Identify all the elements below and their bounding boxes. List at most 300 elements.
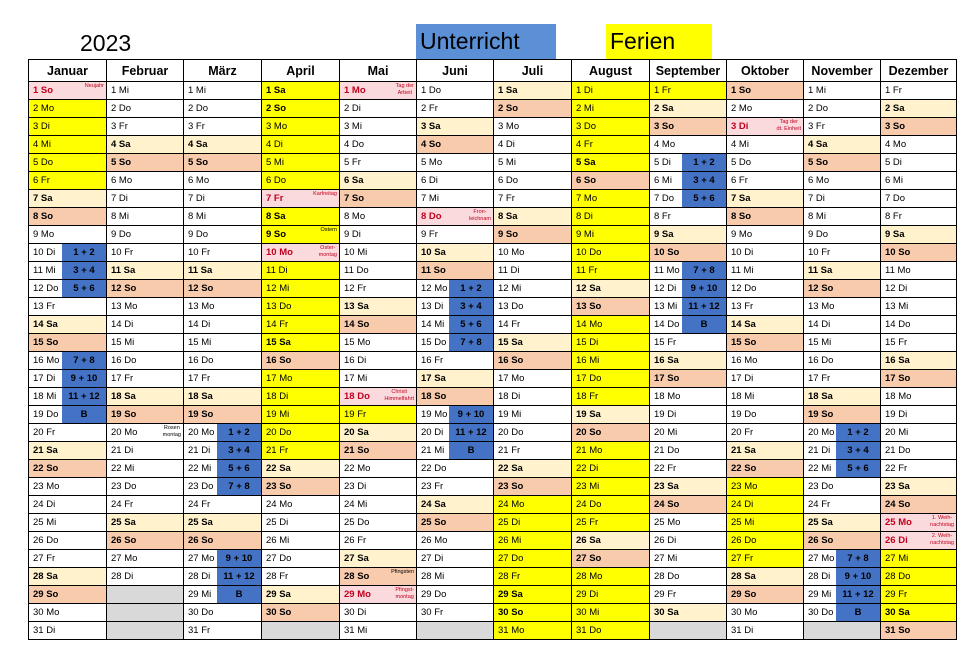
day-cell xyxy=(184,334,262,352)
day-cell xyxy=(881,442,957,460)
day-cell xyxy=(417,262,494,280)
day-label: 4 Do xyxy=(344,139,365,150)
day-cell xyxy=(340,280,417,298)
day-label: 14 Mi xyxy=(421,319,445,330)
day-cell xyxy=(494,244,572,262)
day-cell xyxy=(184,226,262,244)
day-row xyxy=(29,622,957,640)
day-label: 26 So xyxy=(111,535,137,546)
day-label: 15 Sa xyxy=(498,337,523,348)
day-cell xyxy=(262,622,340,640)
day-label: 27 Mi xyxy=(654,553,678,564)
day-cell xyxy=(727,604,804,622)
day-cell xyxy=(184,280,262,298)
month-header: März xyxy=(184,60,262,82)
day-label: 5 Do xyxy=(731,157,752,168)
day-label: 24 Fr xyxy=(111,499,134,510)
day-label: 1 Mi xyxy=(111,85,129,96)
day-cell xyxy=(804,496,881,514)
day-cell xyxy=(572,586,650,604)
day-cell xyxy=(29,424,107,442)
day-cell xyxy=(494,460,572,478)
day-label: 16 Sa xyxy=(654,355,679,366)
holiday-note: 1. Weih- nachtstag xyxy=(930,515,954,528)
day-cell xyxy=(727,586,804,604)
day-cell xyxy=(881,514,957,532)
day-label: 24 So xyxy=(654,499,680,510)
day-label: 1 So xyxy=(731,85,752,96)
day-label: 27 Do xyxy=(498,553,524,564)
day-label: 27 Mo xyxy=(188,553,215,564)
day-cell xyxy=(727,118,804,136)
day-label: 23 Do xyxy=(188,481,214,492)
day-label: 10 Di xyxy=(33,247,56,258)
day-cell xyxy=(29,334,107,352)
day-label: 23 Do xyxy=(111,481,137,492)
day-label: 20 Fr xyxy=(33,427,56,438)
day-row xyxy=(29,478,957,496)
day-label: 4 Sa xyxy=(808,139,828,150)
day-label: 19 Di xyxy=(885,409,908,420)
day-cell xyxy=(107,226,184,244)
lesson-block: 3 + 4 xyxy=(836,442,880,459)
day-cell xyxy=(804,424,881,442)
day-cell xyxy=(184,244,262,262)
day-cell xyxy=(650,208,727,226)
day-label: 14 Sa xyxy=(33,319,58,330)
day-label: 8 Sa xyxy=(498,211,518,222)
day-cell xyxy=(650,532,727,550)
day-label: 30 So xyxy=(498,607,524,618)
day-cell xyxy=(494,532,572,550)
day-label: 17 So xyxy=(885,373,911,384)
day-label: 8 So xyxy=(33,211,54,222)
day-label: 29 So xyxy=(731,589,757,600)
day-label: 14 Fr xyxy=(498,319,521,330)
day-cell xyxy=(262,406,340,424)
day-cell xyxy=(650,388,727,406)
day-cell xyxy=(572,208,650,226)
lesson-block: 3 + 4 xyxy=(217,442,261,459)
day-cell xyxy=(881,298,957,316)
day-label: 24 Di xyxy=(731,499,754,510)
day-label: 24 Fr xyxy=(188,499,211,510)
day-label: 15 Mi xyxy=(808,337,832,348)
day-cell xyxy=(881,82,957,100)
day-cell xyxy=(107,460,184,478)
day-cell xyxy=(29,550,107,568)
day-label: 29 Mi xyxy=(808,589,832,600)
day-label: 3 Mo xyxy=(498,121,520,132)
day-label: 7 Di xyxy=(808,193,825,204)
day-cell xyxy=(727,136,804,154)
day-label: 17 Fr xyxy=(111,373,134,384)
day-cell xyxy=(29,406,107,424)
month-header: April xyxy=(262,60,340,82)
day-label: 16 Di xyxy=(344,355,367,366)
month-header: Oktober xyxy=(727,60,804,82)
day-label: 18 Di xyxy=(266,391,289,402)
day-label: 11 Fr xyxy=(576,265,598,276)
day-cell xyxy=(29,118,107,136)
day-cell xyxy=(417,136,494,154)
day-cell xyxy=(881,280,957,298)
day-cell xyxy=(881,316,957,334)
day-label: 18 Do xyxy=(344,391,370,402)
day-cell xyxy=(494,226,572,244)
day-label: 30 Sa xyxy=(654,607,679,618)
lesson-block: 1 + 2 xyxy=(836,424,880,441)
day-cell xyxy=(494,82,572,100)
day-cell xyxy=(572,262,650,280)
day-label: 20 Mo xyxy=(808,427,835,438)
day-label: 9 Mo xyxy=(33,229,55,240)
day-cell xyxy=(340,244,417,262)
day-label: 6 Mo xyxy=(188,175,210,186)
lesson-block: 11 + 12 xyxy=(836,586,880,603)
day-label: 17 Mi xyxy=(344,373,368,384)
day-label: 31 Mi xyxy=(344,625,368,636)
day-cell xyxy=(417,622,494,640)
day-cell xyxy=(804,226,881,244)
day-label: 9 Do xyxy=(111,229,132,240)
day-cell xyxy=(340,262,417,280)
day-label: 15 Mi xyxy=(111,337,135,348)
day-cell xyxy=(184,604,262,622)
day-cell xyxy=(650,460,727,478)
day-cell xyxy=(494,478,572,496)
day-cell xyxy=(340,136,417,154)
day-label: 24 So xyxy=(885,499,911,510)
day-cell xyxy=(727,496,804,514)
day-label: 20 Sa xyxy=(344,427,369,438)
day-label: 29 Mi xyxy=(188,589,212,600)
day-label: 13 Mo xyxy=(111,301,138,312)
day-label: 22 Mo xyxy=(344,463,371,474)
day-label: 9 Sa xyxy=(885,229,905,240)
day-label: 12 So xyxy=(808,283,834,294)
day-cell xyxy=(417,352,494,370)
day-label: 6 Mi xyxy=(654,175,672,186)
day-label: 23 Mi xyxy=(576,481,600,492)
day-cell xyxy=(107,496,184,514)
day-cell xyxy=(650,352,727,370)
day-label: 11 Mi xyxy=(731,265,754,276)
day-cell xyxy=(107,586,184,604)
day-cell xyxy=(262,100,340,118)
day-label: 4 Sa xyxy=(188,139,208,150)
day-label: 21 Sa xyxy=(731,445,756,456)
day-cell xyxy=(262,442,340,460)
month-header: September xyxy=(650,60,727,82)
day-cell xyxy=(107,316,184,334)
day-row xyxy=(29,208,957,226)
day-label: 27 Mo xyxy=(111,553,138,564)
month-header: Mai xyxy=(340,60,417,82)
day-label: 30 Do xyxy=(188,607,214,618)
day-label: 19 So xyxy=(111,409,137,420)
day-cell xyxy=(107,244,184,262)
day-cell xyxy=(262,190,340,208)
day-cell xyxy=(881,586,957,604)
day-cell xyxy=(881,226,957,244)
day-cell xyxy=(572,100,650,118)
day-label: 29 Mo xyxy=(344,589,371,600)
day-cell xyxy=(184,154,262,172)
day-cell xyxy=(494,298,572,316)
day-label: 8 Fr xyxy=(654,211,671,222)
day-label: 22 Mi xyxy=(188,463,212,474)
day-cell xyxy=(262,532,340,550)
day-cell xyxy=(727,190,804,208)
day-cell xyxy=(107,424,184,442)
day-cell xyxy=(881,352,957,370)
day-cell xyxy=(417,244,494,262)
day-label: 21 Sa xyxy=(33,445,58,456)
day-cell xyxy=(572,370,650,388)
day-label: 15 So xyxy=(731,337,757,348)
day-label: 9 Do xyxy=(808,229,829,240)
day-label: 12 Mo xyxy=(421,283,448,294)
day-cell xyxy=(417,334,494,352)
day-label: 14 Fr xyxy=(266,319,289,330)
lesson-block: 1 + 2 xyxy=(449,280,493,297)
day-cell xyxy=(107,190,184,208)
day-label: 4 Di xyxy=(498,139,515,150)
day-row xyxy=(29,154,957,172)
day-cell xyxy=(650,424,727,442)
day-label: 22 Di xyxy=(576,463,599,474)
day-cell xyxy=(572,388,650,406)
day-label: 27 Sa xyxy=(344,553,369,564)
day-cell xyxy=(572,442,650,460)
day-cell xyxy=(340,172,417,190)
day-label: 15 Sa xyxy=(266,337,291,348)
lesson-block: 11 + 12 xyxy=(62,388,106,405)
day-label: 13 Fr xyxy=(33,301,56,312)
day-label: 5 So xyxy=(188,157,209,168)
day-cell xyxy=(417,442,494,460)
day-label: 2 Sa xyxy=(885,103,905,114)
day-cell xyxy=(881,604,957,622)
day-cell xyxy=(494,136,572,154)
day-label: 16 Do xyxy=(111,355,137,366)
day-label: 21 Fr xyxy=(266,445,289,456)
day-label: 16 So xyxy=(266,355,292,366)
day-label: 5 Mo xyxy=(421,157,443,168)
day-cell xyxy=(262,388,340,406)
day-label: 8 Mi xyxy=(808,211,826,222)
day-label: 9 Di xyxy=(344,229,361,240)
day-label: 4 Di xyxy=(266,139,283,150)
day-cell xyxy=(881,478,957,496)
day-label: 24 Fr xyxy=(808,499,831,510)
day-label: 27 Mo xyxy=(808,553,835,564)
day-label: 12 Di xyxy=(885,283,908,294)
day-cell xyxy=(494,604,572,622)
day-cell xyxy=(727,244,804,262)
day-cell xyxy=(727,442,804,460)
day-cell xyxy=(727,406,804,424)
day-label: 1 Mi xyxy=(188,85,206,96)
day-label: 28 Fr xyxy=(266,571,289,582)
lesson-block: 1 + 2 xyxy=(62,244,106,261)
day-label: 11 Mi xyxy=(33,265,56,276)
day-cell xyxy=(494,370,572,388)
day-cell xyxy=(340,622,417,640)
day-label: 25 So xyxy=(421,517,447,528)
day-label: 6 Mo xyxy=(111,175,133,186)
day-label: 17 Mo xyxy=(266,373,293,384)
day-cell xyxy=(107,568,184,586)
day-label: 1 Mo xyxy=(344,85,366,96)
day-cell xyxy=(107,514,184,532)
day-label: 9 Do xyxy=(188,229,209,240)
day-row xyxy=(29,226,957,244)
day-cell xyxy=(417,388,494,406)
day-cell xyxy=(184,388,262,406)
lesson-block: 9 + 10 xyxy=(217,550,261,567)
day-cell xyxy=(29,370,107,388)
day-label: 13 Di xyxy=(421,301,444,312)
day-cell xyxy=(650,172,727,190)
lesson-block: 3 + 4 xyxy=(449,298,493,315)
day-label: 18 Mo xyxy=(654,391,681,402)
day-cell xyxy=(494,334,572,352)
lesson-block: 3 + 4 xyxy=(62,262,106,279)
day-cell xyxy=(262,154,340,172)
day-label: 3 Fr xyxy=(188,121,205,132)
day-cell xyxy=(340,406,417,424)
day-label: 2 Fr xyxy=(421,103,438,114)
day-label: 20 Mo xyxy=(111,427,138,438)
day-label: 6 Do xyxy=(498,175,519,186)
day-cell xyxy=(572,298,650,316)
day-label: 27 Di xyxy=(421,553,444,564)
day-label: 11 Mo xyxy=(654,265,680,276)
day-label: 23 So xyxy=(266,481,292,492)
day-cell xyxy=(804,262,881,280)
day-label: 23 Sa xyxy=(654,481,679,492)
lesson-block: 5 + 6 xyxy=(217,460,261,477)
day-cell xyxy=(107,622,184,640)
day-cell xyxy=(29,604,107,622)
day-cell xyxy=(804,406,881,424)
lesson-block: 11 + 12 xyxy=(682,298,726,315)
day-cell xyxy=(572,136,650,154)
day-cell xyxy=(650,370,727,388)
day-cell xyxy=(184,532,262,550)
day-label: 4 Mi xyxy=(731,139,749,150)
day-cell xyxy=(804,622,881,640)
day-cell xyxy=(881,568,957,586)
day-cell xyxy=(650,82,727,100)
day-cell xyxy=(650,154,727,172)
day-cell xyxy=(804,532,881,550)
day-label: 7 So xyxy=(344,193,365,204)
day-cell xyxy=(184,298,262,316)
day-label: 26 Do xyxy=(33,535,59,546)
day-cell xyxy=(184,82,262,100)
day-cell xyxy=(494,100,572,118)
day-label: 13 Mi xyxy=(654,301,678,312)
day-label: 12 Mi xyxy=(266,283,290,294)
day-cell xyxy=(650,316,727,334)
day-label: 17 Fr xyxy=(808,373,831,384)
day-cell xyxy=(184,478,262,496)
day-label: 22 Sa xyxy=(266,463,291,474)
day-cell xyxy=(340,190,417,208)
day-label: 10 Mo xyxy=(266,247,293,258)
day-label: 25 Di xyxy=(266,517,289,528)
day-row xyxy=(29,82,957,100)
day-label: 27 Do xyxy=(266,553,292,564)
day-cell xyxy=(650,406,727,424)
day-cell xyxy=(572,154,650,172)
year-calendar xyxy=(28,59,957,640)
day-row xyxy=(29,496,957,514)
holiday-note: Rosen montag xyxy=(162,425,181,438)
day-label: 6 Fr xyxy=(33,175,50,186)
day-cell xyxy=(494,154,572,172)
day-label: 30 Mi xyxy=(576,607,600,618)
day-cell xyxy=(727,550,804,568)
day-cell xyxy=(417,100,494,118)
day-cell xyxy=(107,154,184,172)
day-cell xyxy=(184,424,262,442)
day-cell xyxy=(572,496,650,514)
day-label: 1 Sa xyxy=(498,85,518,96)
day-label: 23 Do xyxy=(808,481,834,492)
day-cell xyxy=(29,532,107,550)
day-label: 21 Di xyxy=(111,445,134,456)
day-label: 13 Do xyxy=(498,301,524,312)
day-label: 20 Di xyxy=(421,427,444,438)
day-label: 9 Mo xyxy=(731,229,753,240)
day-cell xyxy=(29,478,107,496)
day-cell xyxy=(727,622,804,640)
day-label: 28 Mo xyxy=(576,571,603,582)
day-cell xyxy=(417,496,494,514)
day-cell xyxy=(494,568,572,586)
holiday-note: Karfreitag xyxy=(313,191,337,197)
day-label: 8 Sa xyxy=(266,211,286,222)
day-label: 25 Sa xyxy=(111,517,136,528)
lesson-block: 1 + 2 xyxy=(217,424,261,441)
day-label: 14 Di xyxy=(188,319,211,330)
day-label: 11 Sa xyxy=(111,265,136,276)
day-label: 19 So xyxy=(188,409,214,420)
holiday-note: Oster- montag xyxy=(318,245,337,258)
day-label: 4 Mo xyxy=(885,139,907,150)
day-cell xyxy=(262,82,340,100)
day-label: 17 Mo xyxy=(498,373,525,384)
day-label: 16 Mi xyxy=(576,355,600,366)
day-label: 14 So xyxy=(344,319,370,330)
month-header-row xyxy=(29,60,957,82)
day-cell xyxy=(572,514,650,532)
day-label: 22 Do xyxy=(421,463,447,474)
day-cell xyxy=(340,298,417,316)
day-label: 23 Mo xyxy=(33,481,60,492)
day-cell xyxy=(417,226,494,244)
day-cell xyxy=(29,262,107,280)
day-cell xyxy=(340,388,417,406)
day-cell xyxy=(340,478,417,496)
day-label: 27 So xyxy=(576,553,602,564)
day-cell xyxy=(494,118,572,136)
day-label: 28 Di xyxy=(111,571,134,582)
